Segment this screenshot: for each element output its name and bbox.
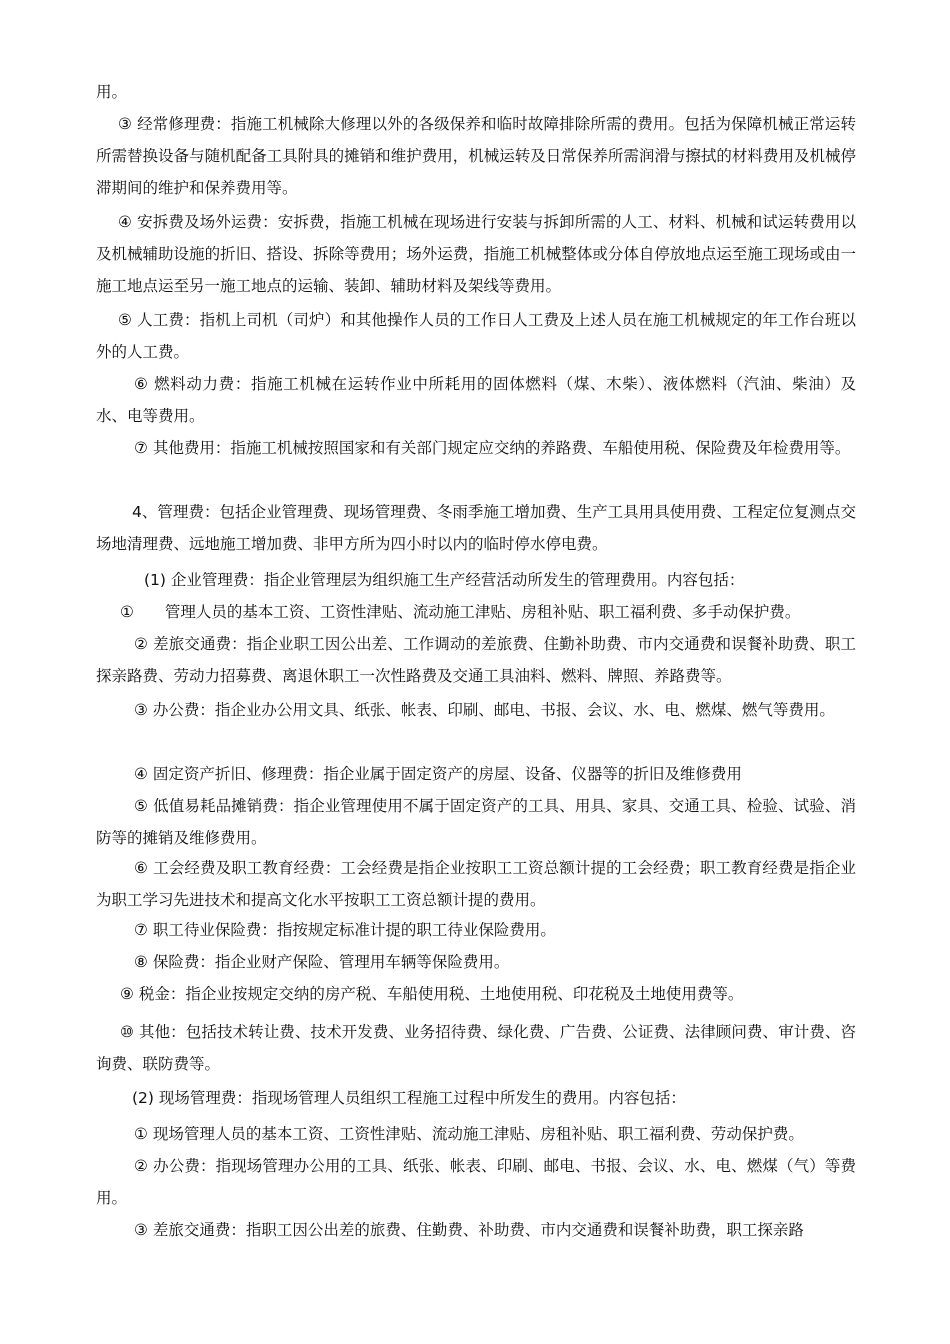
paragraph-management-fee: 4、管理费：包括企业管理费、现场管理费、冬雨季施工增加费、生产工具用具使用费、工程定位复测点交场地清理费、远地施工增加费、非甲方所为四小时以内的临时停水停电费。 (96, 503, 856, 553)
paragraph-site-management-fee: (2) 现场管理费：指现场管理人员组织工程施工过程中所发生的费用。内容包括： (132, 1089, 686, 1107)
paragraph-office-cost: ③ 办公费：指企业办公用文具、纸张、帐表、印刷、邮电、书报、会议、水、电、燃煤、燃气等费用。 (134, 701, 835, 719)
paragraph-fixed-asset-depreciation: ④ 固定资产折旧、修理费：指企业属于固定资产的房屋、设备、仪器等的折旧及维修费用 (134, 765, 742, 783)
paragraph-labor-cost: ⑤ 人工费：指机上司机（司炉）和其他操作人员的工作日人工费及上述人员在施工机械规定的年工作台班以外的人工费。 (96, 311, 856, 361)
paragraph-continuation: 用。 (96, 83, 128, 101)
paragraph-unemployment-insurance: ⑦ 职工待业保险费：指按规定标准计提的职工待业保险费用。 (134, 921, 556, 939)
paragraph-union-education-fee: ⑥ 工会经费及职工教育经费：工会经费是指企业按职工工资总额计提的工会经费；职工教育经费是指企业为职工学习先进技术和提高文化水平按职工工资总额计提的费用。 (96, 859, 856, 909)
paragraph-other-fees: ⑩ 其他：包括技术转让费、技术开发费、业务招待费、绿化费、广告费、公证费、法律顾问费、审计费、咨询费、联防费等。 (96, 1023, 856, 1073)
paragraph-other-cost: ⑦ 其他费用：指施工机械按照国家和有关部门规定应交纳的养路费、车船使用税、保险费及年检费用等。 (134, 439, 851, 457)
paragraph-site-office-cost: ② 办公费：指现场管理办公用的工具、纸张、帐表、印刷、邮电、书报、会议、水、电、燃煤（气）等费用。 (96, 1157, 856, 1207)
paragraph-travel-cost: ② 差旅交通费：指企业职工因公出差、工作调动的差旅费、住勤补助费、市内交通费和误餐补助费、职工探亲路费、劳动力招募费、离退休职工一次性路费及交通工具油料、燃料、牌照、养路费等。 (96, 635, 856, 685)
paragraph-fuel-power-cost: ⑥ 燃料动力费：指施工机械在运转作业中所耗用的固体燃料（煤、木柴）、液体燃料（汽油、柴油）及水、电等费用。 (96, 375, 856, 425)
paragraph-enterprise-management-fee: (1) 企业管理费：指企业管理层为组织施工生产经营活动所发生的管理费用。内容包括： (144, 571, 745, 589)
paragraph-insurance-fee: ⑧ 保险费：指企业财产保险、管理用车辆等保险费用。 (134, 953, 510, 971)
paragraph-installation-transport-cost: ④ 安拆费及场外运费：安拆费，指施工机械在现场进行安装与拆卸所需的人工、材料、机械和试运转费用以及机械辅助设施的折旧、搭设、拆除等费用；场外运费，指施工机械整体或分体自停放地点运至施工现场或由一施工地点运至另一施工地点的运输、装卸、辅助材料及架线等费用。 (96, 213, 856, 295)
paragraph-management-staff-wages: ① 管理人员的基本工资、工资性津贴、流动施工津贴、房租补贴、职工福利费、多手动保护费。 (120, 603, 801, 621)
paragraph-low-value-consumables: ⑤ 低值易耗品摊销费：指企业管理使用不属于固定资产的工具、用具、家具、交通工具、检验、试验、消防等的摊销及维修费用。 (96, 797, 856, 847)
paragraph-taxes: ⑨ 税金：指企业按规定交纳的房产税、车船使用税、土地使用税、印花税及土地使用费等。 (120, 985, 744, 1003)
paragraph-site-travel-cost: ③ 差旅交通费：指职工因公出差的旅费、住勤费、补助费、市内交通费和误餐补助费，职工探亲路 (134, 1221, 804, 1239)
paragraph-regular-repair-cost: ③ 经常修理费：指施工机械除大修理以外的各级保养和临时故障排除所需的费用。包括为保障机械正常运转所需替换设备与随机配备工具附具的摊销和维护费用，机械运转及日常保养所需润滑与擦拭的材料费用及机械停滞期间的维护和保养费用等。 (96, 115, 856, 197)
paragraph-site-staff-wages: ① 现场管理人员的基本工资、工资性津贴、流动施工津贴、房租补贴、职工福利费、劳动保护费。 (134, 1125, 804, 1143)
